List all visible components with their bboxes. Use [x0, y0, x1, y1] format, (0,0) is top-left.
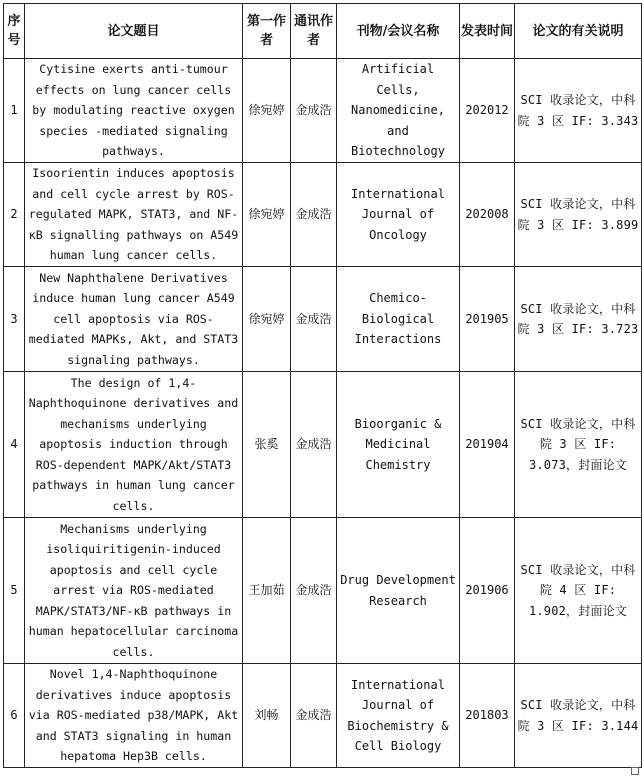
header-corresponding-author: 通讯作者 — [291, 4, 337, 59]
first-author: 王加茹 — [243, 518, 291, 664]
publish-date: 201905 — [460, 267, 515, 372]
paper-notes: SCI 收录论文，中科院 3 区 IF: 3.723 — [515, 267, 642, 372]
corresponding-author: 金成浩 — [291, 372, 337, 518]
paper-notes: SCI 收录论文，中科院 3 区 IF: 3.899 — [515, 163, 642, 267]
paper-notes: SCI 收录论文，中科院 3 区 IF: 3.343 — [515, 59, 642, 163]
journal-name: Bioorganic & Medicinal Chemistry — [337, 372, 460, 518]
table-row — [4, 664, 642, 768]
paper-notes: SCI 收录论文，中科院 3 区 IF: 3.073，封面论文 — [515, 372, 642, 518]
paper-title: Mechanisms underlying isoliquiritigenin-induced apoptosis and cell cycle arrest via ROS-mediated MAPK/STAT3/NF-κB pathways in human hepatocellular carcinoma cells. — [25, 518, 243, 664]
header-date: 发表时间 — [460, 4, 515, 59]
journal-name: Drug Development Research — [337, 518, 460, 664]
publish-date: 201906 — [460, 518, 515, 664]
row-index: 3 — [4, 267, 25, 372]
header-index: 序号 — [4, 4, 25, 59]
journal-name: Artificial Cells, Nanomedicine, and Biotechnology — [337, 59, 460, 163]
table-row — [4, 372, 642, 518]
row-index: 4 — [4, 372, 25, 518]
corresponding-author: 金成浩 — [291, 518, 337, 664]
header-first-author: 第一作者 — [243, 4, 291, 59]
publish-date: 201803 — [460, 664, 515, 768]
corresponding-author: 金成浩 — [291, 267, 337, 372]
row-index: 6 — [4, 664, 25, 768]
table-row — [4, 59, 642, 163]
table-row — [4, 518, 642, 664]
corner-square-mark — [631, 767, 639, 775]
paper-notes: SCI 收录论文，中科院 4 区 IF: 1.902，封面论文 — [515, 518, 642, 664]
first-author: 徐宛婷 — [243, 59, 291, 163]
paper-title: The design of 1,4-Naphthoquinone derivatives and mechanisms underlying apoptosis induction through ROS-dependent MAPK/Akt/STAT3 pathways in human lung cancer cells. — [25, 372, 243, 518]
paper-notes: SCI 收录论文，中科院 3 区 IF: 3.144 — [515, 664, 642, 768]
header-row — [4, 4, 642, 59]
paper-title: New Naphthalene Derivatives induce human lung cancer A549 cell apoptosis via ROS-mediated MAPKs, Akt, and STAT3 signaling pathways. — [25, 267, 243, 372]
corresponding-author: 金成浩 — [291, 59, 337, 163]
publish-date: 201904 — [460, 372, 515, 518]
corresponding-author: 金成浩 — [291, 664, 337, 768]
paper-title: Novel 1,4-Naphthoquinone derivatives induce apoptosis via ROS-mediated p38/MAPK, Akt and STAT3 signaling in human hepatoma Hep3B cells. — [25, 664, 243, 768]
first-author: 张奚 — [243, 372, 291, 518]
paper-title: Cytisine exerts anti-tumour effects on lung cancer cells by modulating reactive oxygen species -mediated signaling pathways. — [25, 59, 243, 163]
table-row — [4, 163, 642, 267]
journal-name: Chemico-Biological Interactions — [337, 267, 460, 372]
publish-date: 202012 — [460, 59, 515, 163]
first-author: 徐宛婷 — [243, 267, 291, 372]
header-notes: 论文的有关说明 — [515, 4, 642, 59]
paper-title: Isoorientin induces apoptosis and cell cycle arrest by ROS-regulated MAPK, STAT3, and NF-κB signalling pathways on A549 human lung cancer cells. — [25, 163, 243, 267]
journal-name: International Journal of Oncology — [337, 163, 460, 267]
journal-name: International Journal of Biochemistry & Cell Biology — [337, 664, 460, 768]
first-author: 徐宛婷 — [243, 163, 291, 267]
publish-date: 202008 — [460, 163, 515, 267]
row-index: 5 — [4, 518, 25, 664]
row-index: 1 — [4, 59, 25, 163]
header-journal: 刊物/会议名称 — [337, 4, 460, 59]
publications-table — [3, 3, 642, 768]
table-row — [4, 267, 642, 372]
row-index: 2 — [4, 163, 25, 267]
first-author: 刘畅 — [243, 664, 291, 768]
corresponding-author: 金成浩 — [291, 163, 337, 267]
header-title: 论文题目 — [25, 4, 243, 59]
